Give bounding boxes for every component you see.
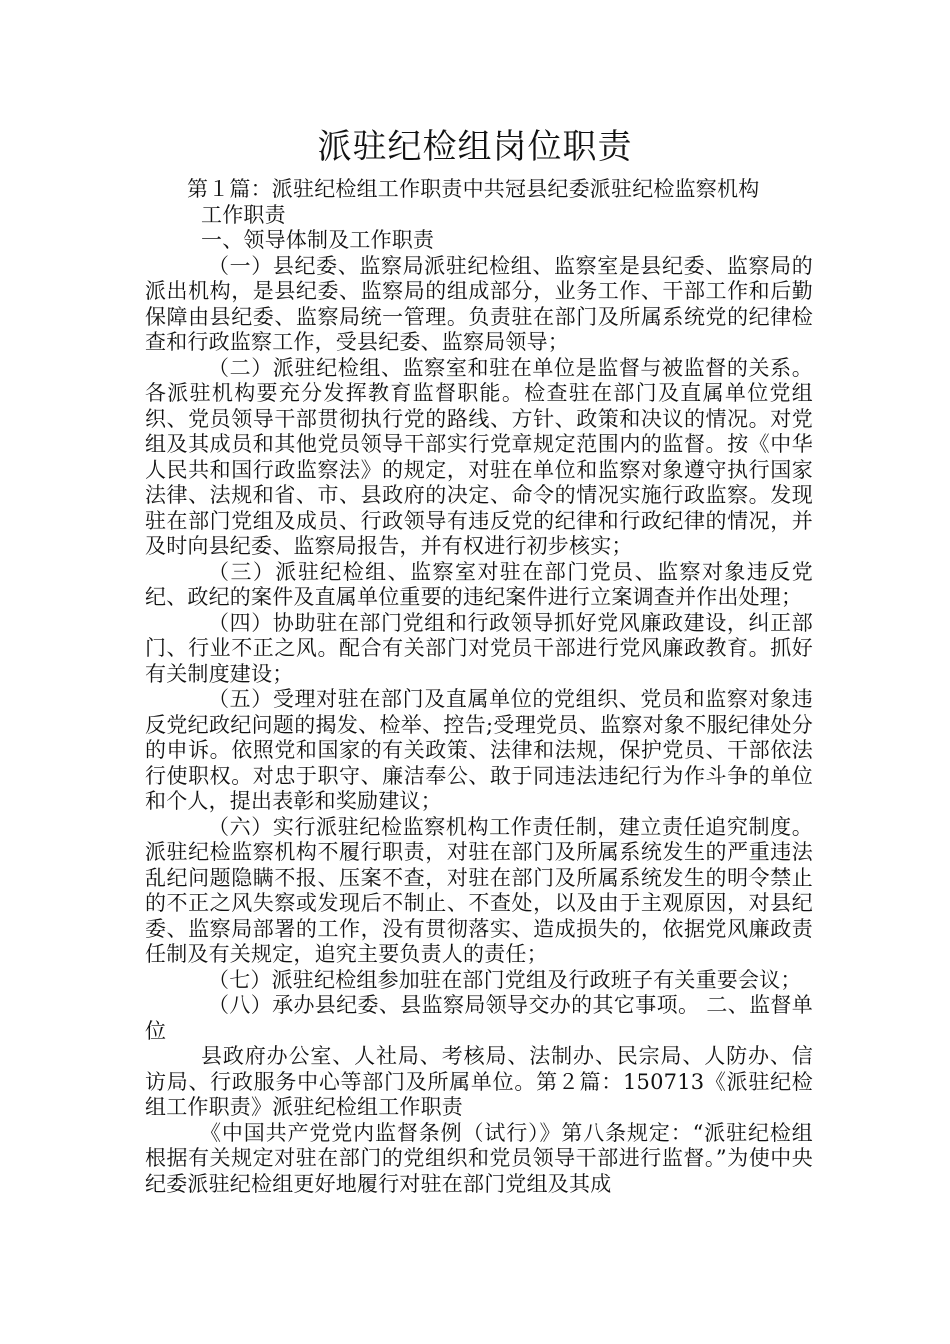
duty-item-1: （一）县纪委、监察局派驻纪检组、监察室是县纪委、监察局的派出机构，是县纪委、监察局的组成部分，业务工作、干部工作和后勤保障由县纪委、监察局统一管理。负责驻在部门及所属系统党的纪律检查和行政监察工作，受县纪委、监察局领导； bbox=[145, 253, 813, 354]
closing-paragraph: 《中国共产党党内监督条例（试行）》第八条规定：“派驻纪检组根据有关规定对驻在部门的党组织和党员领导干部进行监督。”为使中央纪委派驻纪检组更好地履行对驻在部门党组及其成 bbox=[145, 1120, 813, 1196]
article-subtitle: 第１篇：派驻纪检组工作职责中共冠县纪委派驻纪检监察机构 bbox=[187, 177, 760, 201]
duty-item-5: （五）受理对驻在部门及直属单位的党组织、党员和监察对象违反党纪政纪问题的揭发、检举、控告;受理党员、监察对象不服纪律处分的申诉。依照党和国家的有关政策、法律和法规，保护党员、干部依法行使职权。对忠于职守、廉洁奉公、敢于同违法违纪行为作斗争的单位和个人，提出表彰和奖励建议； bbox=[145, 687, 813, 813]
document-title: 派驻纪检组岗位职责 bbox=[317, 127, 633, 167]
duty-item-6: （六）实行派驻纪检监察机构工作责任制，建立责任追究制度。派驻纪检监察机构不履行职责，对驻在部门及所属系统发生的严重违法乱纪问题隐瞒不报、压案不查，对驻在部门及所属系统发生的明令禁止的不正之风失察或发现后不制止、不查处，以及由于主观原因，对县纪委、监察局部署的工作，没有贯彻落实、造成损失的，依据党风廉政责任制及有关规定，追究主要负责人的责任； bbox=[145, 814, 813, 966]
article-subtitle-continued: 工作职责 bbox=[201, 202, 286, 227]
duty-item-3: （三）派驻纪检组、监察室对驻在部门党员、监察对象违反党纪、政纪的案件及直属单位重要的违纪案件进行立案调查并作出处理； bbox=[145, 559, 813, 609]
section-heading: 一、领导体制及工作职责 bbox=[201, 228, 435, 252]
document-body bbox=[145, 177, 813, 1197]
duty-item-8: （八）承办县纪委、县监察局领导交办的其它事项。 二、监督单位 bbox=[145, 993, 813, 1043]
duty-item-4: （四）协助驻在部门党组和行政领导抓好党风廉政建设，纠正部门、行业不正之风。配合有关部门对党员干部进行党风廉政教育。抓好有关制度建设； bbox=[145, 610, 813, 686]
supervised-units: 县政府办公室、人社局、考核局、法制办、民宗局、人防办、信访局、行政服务中心等部门及所属单位。第２篇：150713《派驻纪检组工作职责》派驻纪检组工作职责 bbox=[145, 1044, 813, 1119]
duty-item-2: （二）派驻纪检组、监察室和驻在单位是监督与被监督的关系。各派驻机构要充分发挥教育监督职能。检查驻在部门及直属单位党组织、党员领导干部贯彻执行党的路线、方针、政策和决议的情况。对党组及其成员和其他党员领导干部实行党章规定范围内的监督。按《中华人民共和国行政监察法》的规定，对驻在单位和监察对象遵守执行国家法律、法规和省、市、县政府的决定、命令的情况实施行政监察。发现驻在部门党组及成员、行政领导有违反党的纪律和行政纪律的情况，并及时向县纪委、监察局报告，并有权进行初步核实； bbox=[145, 355, 813, 558]
duty-item-7: （七）派驻纪检组参加驻在部门党组及行政班子有关重要会议； bbox=[208, 967, 802, 992]
